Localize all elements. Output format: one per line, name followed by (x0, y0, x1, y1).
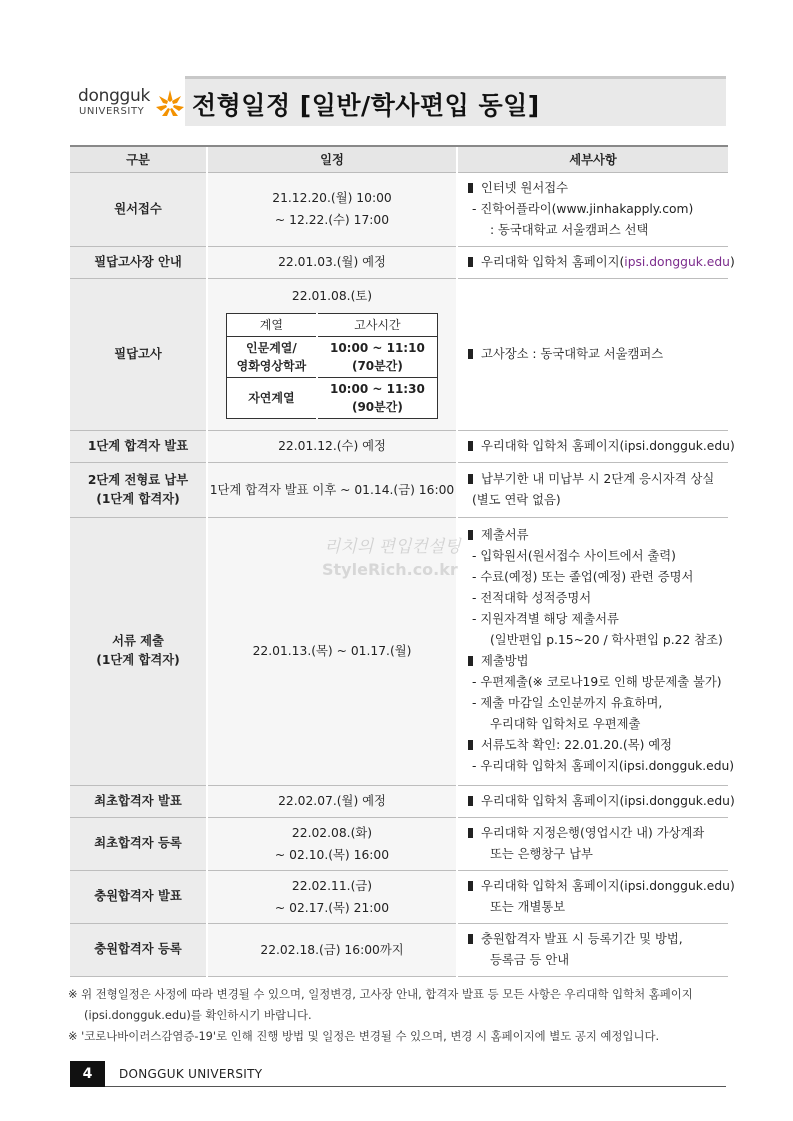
square-bullet-icon (468, 796, 473, 806)
detail-text: - 지원자격별 해당 제출서류 (472, 612, 619, 626)
footer-university: DONGGUK UNIVERSITY (119, 1067, 263, 1081)
row-category (70, 817, 207, 870)
table-row (70, 462, 728, 517)
row-details (457, 430, 735, 462)
detail-text: (별도 연락 없음) (472, 492, 561, 507)
detail-text: 우리대학 입학처 홈페이지(ipsi.dongguk.edu) (481, 878, 735, 893)
detail-line (468, 252, 735, 273)
detail-line (468, 693, 720, 714)
row-details (457, 870, 735, 923)
page-number: 4 (70, 1061, 105, 1087)
row-date (207, 172, 457, 246)
square-bullet-icon (468, 257, 473, 267)
row-date (207, 870, 457, 923)
exam-time-text: 10:00 ~ 11:30 (329, 382, 425, 396)
detail-text: - 제출 마감일 소인분까지 유효하며, (472, 696, 663, 710)
row-category (70, 172, 207, 246)
square-bullet-icon (468, 349, 473, 359)
lotus-icon (153, 86, 187, 120)
category-text: 원서접수 (114, 201, 162, 216)
detail-line (468, 897, 720, 918)
row-details (457, 246, 735, 278)
detail-text: 등록금 등 안내 (490, 952, 570, 967)
exam-time-text: 10:00 ~ 11:10 (329, 341, 425, 355)
date-text: 22.02.18.(금) 16:00까지 (260, 942, 404, 957)
date-text: 22.01.03.(월) 예정 (278, 255, 386, 269)
detail-line (468, 876, 735, 897)
exam-header-cell: 고사시간 (317, 314, 438, 337)
dongguk-logo (78, 86, 188, 120)
row-date (207, 785, 457, 817)
detail-text: 우리대학 입학처 홈페이지(ipsi.dongguk.edu) (481, 793, 735, 808)
detail-line (468, 344, 720, 365)
page-header (70, 76, 726, 128)
detail-line (468, 844, 720, 865)
row-date (207, 923, 457, 976)
detail-text: 제출서류 (481, 528, 529, 542)
exam-time-cell (317, 337, 438, 378)
logo-word: dongguk (78, 86, 151, 106)
logo-sub: UNIVERSITY (79, 106, 145, 117)
table-row (70, 785, 728, 817)
row-date (207, 462, 457, 517)
category-text: 필답고사장 안내 (94, 254, 182, 269)
row-category (70, 278, 207, 430)
square-bullet-icon (468, 441, 473, 451)
exam-time-text: (90분간) (351, 400, 403, 414)
detail-text: 또는 개별통보 (490, 899, 566, 914)
detail-text: 충원합격자 발표 시 등록기간 및 방법, (481, 931, 683, 946)
detail-text: 고사장소 : 동국대학교 서울캠퍼스 (481, 346, 664, 361)
date-text: 22.02.08.(화) (291, 825, 373, 840)
exam-row (227, 378, 438, 419)
category-text: 서류 제출 (112, 634, 164, 648)
table-row (70, 430, 728, 462)
detail-line (468, 823, 720, 844)
row-date (207, 430, 457, 462)
detail-line (468, 469, 720, 490)
category-text: 최초합격자 발표 (94, 793, 182, 808)
detail-text: 또는 은행창구 납부 (490, 846, 593, 861)
exam-group-text: 영화영상학과 (236, 359, 307, 373)
detail-line (468, 525, 720, 546)
note-line: ※ '코로나바이러스감염증-19'로 인해 진행 방법 및 일정은 변경될 수 있으며, 변경 시 홈페이지에 별도 공지 예정입니다. (68, 1029, 660, 1043)
detail-text: 우리대학 입학처 홈페이지(ipsi.dongguk.edu) (481, 438, 735, 453)
detail-text: 제출방법 (481, 654, 529, 668)
detail-text-tail: ) (729, 254, 735, 269)
row-details (457, 517, 735, 785)
note-line: (ipsi.dongguk.edu)를 확인하시기 바랍니다. (84, 1008, 312, 1022)
exam-header-row (227, 314, 438, 337)
detail-text: 인터넷 원서접수 (481, 180, 569, 195)
detail-line (468, 630, 723, 651)
date-text: ~ 02.10.(목) 16:00 (274, 847, 390, 862)
category-text: 2단계 전형료 납부 (87, 472, 189, 487)
detail-line (468, 950, 720, 971)
category-text: 필답고사 (114, 346, 162, 361)
detail-line (468, 929, 720, 950)
exam-group-text: 자연계열 (248, 391, 295, 405)
row-date (207, 817, 457, 870)
row-details (457, 785, 735, 817)
detail-line (468, 609, 720, 630)
detail-line (468, 199, 720, 220)
detail-text: 납부기한 내 미납부 시 2단계 응시자격 상실 (481, 471, 715, 486)
exam-time-text: (70분간) (351, 359, 403, 373)
date-text: 22.01.13.(목) ~ 01.17.(월) (252, 644, 412, 658)
detail-line (468, 436, 735, 457)
date-text: ~ 02.17.(목) 21:00 (274, 900, 390, 915)
exam-group-cell (227, 337, 317, 378)
category-text: 최초합격자 등록 (94, 836, 182, 850)
page-title: 전형일정 [일반/학사편입 동일] (192, 91, 540, 120)
date-text: 22.02.11.(금) (291, 878, 373, 893)
admissions-link[interactable]: ipsi.dongguk.edu (624, 254, 730, 269)
table-row (70, 870, 728, 923)
table-header-row (70, 146, 728, 172)
detail-line (468, 714, 720, 735)
watermark-line1: 리치의 편입컨설팅 (324, 537, 461, 557)
exam-group-text: 인문계열/ (246, 341, 297, 355)
row-details (457, 278, 728, 430)
detail-text: - 우리대학 입학처 홈페이지(ipsi.dongguk.edu) (472, 759, 735, 773)
table-row (70, 517, 728, 785)
col-header-category: 구분 (70, 146, 207, 172)
page-footer (70, 1061, 726, 1087)
row-details (457, 172, 728, 246)
date-text: 22.01.12.(수) 예정 (278, 439, 386, 453)
table-row (70, 172, 728, 246)
detail-text: 우리대학 입학처로 우편제출 (490, 717, 641, 731)
date-text: 22.02.07.(월) 예정 (278, 794, 386, 808)
detail-text: - 우편제출(※ 코로나19로 인해 방문제출 불가) (472, 675, 722, 689)
detail-line (468, 791, 735, 812)
detail-line (468, 220, 720, 241)
exam-header-cell: 계열 (227, 314, 317, 337)
row-category (70, 870, 207, 923)
schedule-table (70, 145, 735, 977)
exam-group-cell (227, 378, 317, 419)
detail-line (468, 651, 720, 672)
table-row (70, 246, 728, 278)
detail-text: 서류도착 확인: 22.01.20.(목) 예정 (481, 738, 673, 752)
date-text: 1단계 합격자 발표 이후 ~ 01.14.(금) 16:00 (209, 482, 455, 497)
row-details (457, 923, 728, 976)
category-text: (1단계 합격자) (96, 653, 180, 667)
detail-text: 우리대학 지정은행(영업시간 내) 가상계좌 (481, 825, 705, 840)
detail-text: - 전적대학 성적증명서 (472, 591, 592, 605)
watermark-line2: StyleRich.co.kr (322, 560, 458, 579)
row-details (457, 817, 728, 870)
row-date (207, 517, 457, 785)
square-bullet-icon (468, 183, 473, 193)
date-text: ~ 12.22.(수) 17:00 (274, 213, 390, 227)
category-text: 충원합격자 발표 (94, 889, 182, 903)
row-category (70, 246, 207, 278)
col-header-date: 일정 (207, 146, 457, 172)
row-category (70, 517, 207, 785)
date-text: 22.01.08.(토) (291, 289, 373, 303)
detail-line (468, 735, 720, 756)
detail-line (468, 490, 720, 511)
detail-text: (일반편입 p.15~20 / 학사편입 p.22 참조) (490, 633, 723, 647)
category-text: 충원합격자 등록 (94, 942, 182, 956)
row-date (207, 278, 457, 430)
category-text: 1단계 합격자 발표 (87, 438, 189, 453)
square-bullet-icon (468, 828, 473, 838)
category-text: (1단계 합격자) (96, 491, 180, 506)
table-row (70, 817, 728, 870)
detail-line (468, 546, 720, 567)
detail-text: - 진학어플라이(www.jinhakapply.com) (472, 201, 694, 216)
detail-text: - 수료(예정) 또는 졸업(예정) 관련 증명서 (472, 570, 694, 584)
table-row (70, 923, 728, 976)
detail-line (468, 756, 735, 777)
date-text: 21.12.20.(월) 10:00 (272, 191, 392, 205)
note-line: ※ 위 전형일정은 사정에 따라 변경될 수 있으며, 일정변경, 고사장 안내, 합격자 발표 등 모든 사항은 우리대학 입학처 홈페이지 (68, 987, 693, 1001)
detail-line (468, 672, 720, 693)
row-category (70, 430, 207, 462)
detail-text: : 동국대학교 서울캠퍼스 선택 (490, 222, 649, 237)
square-bullet-icon (468, 474, 473, 484)
notes (68, 984, 728, 1047)
row-category (70, 785, 207, 817)
detail-text: - 입학원서(원서접수 사이트에서 출력) (472, 549, 676, 563)
square-bullet-icon (468, 656, 473, 666)
exam-time-cell (317, 378, 438, 419)
row-category (70, 462, 207, 517)
row-date (207, 246, 457, 278)
detail-line (468, 567, 720, 588)
detail-line (468, 178, 720, 199)
exam-time-table (226, 313, 438, 419)
row-category (70, 923, 207, 976)
square-bullet-icon (468, 934, 473, 944)
exam-row (227, 337, 438, 378)
detail-text: 우리대학 입학처 홈페이지( (481, 254, 625, 269)
table-row (70, 278, 728, 430)
square-bullet-icon (468, 740, 473, 750)
col-header-details: 세부사항 (457, 146, 728, 172)
square-bullet-icon (468, 530, 473, 540)
detail-line (468, 588, 720, 609)
square-bullet-icon (468, 881, 473, 891)
row-details (457, 462, 728, 517)
